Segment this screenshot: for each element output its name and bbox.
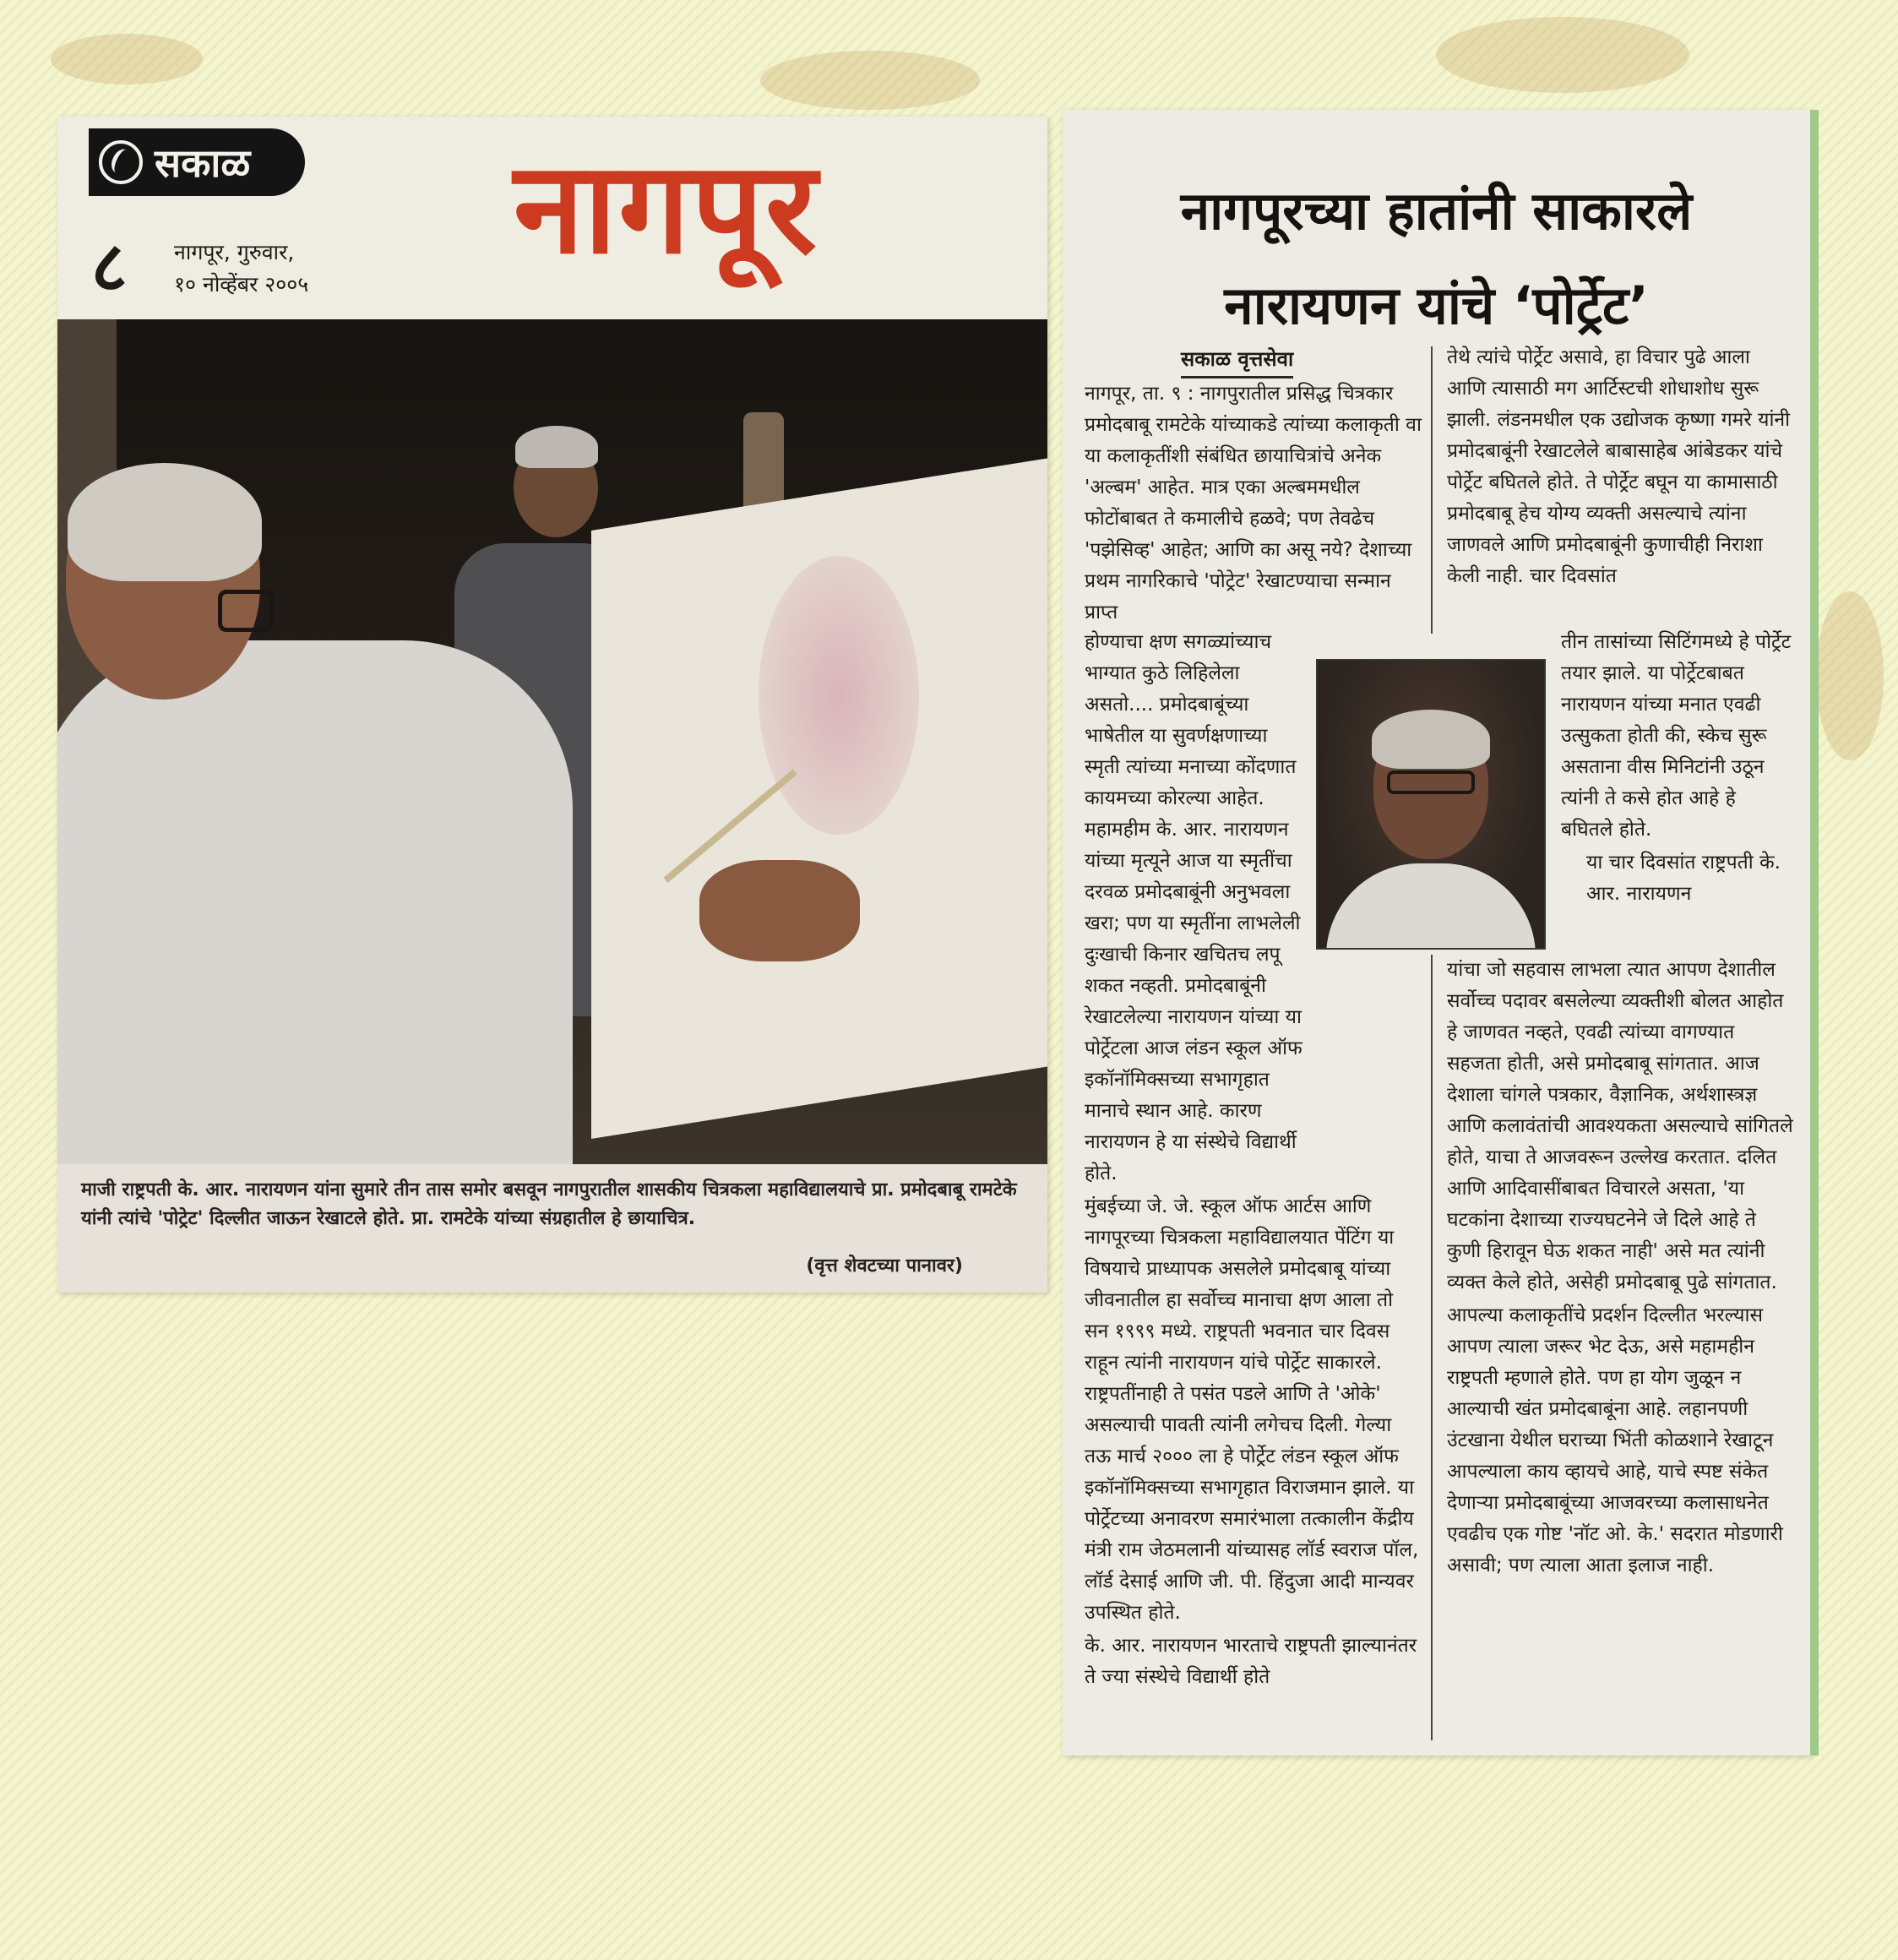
paragraph: तीन तासांच्या सिटिंगमध्ये हे पोर्ट्रेट तयार झाले. या पोर्ट्रेटबाबत नारायणन यांच्या मनात एवढी उत्सुकता होती की, स्केच सुरू असताना वीस मिनिटांनी उठून त्यांनी ते कसे होत आहे हे बघितले होते. xyxy=(1561,631,1792,841)
sakal-logo xyxy=(89,128,305,196)
article-column-2-top xyxy=(1447,342,1793,594)
left-clipping xyxy=(57,117,1047,1293)
paragraph: आपल्या कलाकृतींचे प्रदर्शन दिल्लीत भरल्यास आपण त्याला जरूर भेट देऊ, असे महामहीन राष्ट्रपती म्हणाले होते. पण हा योग जुळून न आल्याची खंत प्रमोदबाबूंना आहे. लहानपणी उंटखाना येथील घराच्या भिंती कोळशाने रेखाटून आपल्याला काय व्हायचे आहे, याचे स्पष्ट संकेत देणाऱ्या प्रमोदबाबूंच्या आजवरच्या कलासाधनेत एवढीच एक गोष्ट 'नॉट ओ. के.' सदरात मोडणारी असावी; पण त्याला आता इलाज नाही. xyxy=(1447,1304,1783,1576)
paragraph: नागपूर, ता. ९ : नागपुरातील प्रसिद्ध चित्रकार प्रमोदबाबू रामटेके यांच्याकडे त्यांच्या कलाकृती वा या कलाकृतींशी संबंधित छायाचित्रांचे अनेक 'अल्बम' आहेत. मात्र एका अल्बममधील फोटोंबाबत ते कमालीचे हळवे; पण तेवढेच 'पझेसिव्ह' आहेत; आणि का असू नये? देशाच्या प्रथम नागरिकाचे 'पोट्रेट' रेखाटण्याचा सन्मान प्राप्त xyxy=(1085,383,1422,623)
paragraph: तेथे त्यांचे पोर्ट्रेट असावे, हा विचार पुढे आला आणि त्यासाठी मग आर्टिस्टची शोधाशोध सुरू झाली. लंडनमधील एक उद्योजक कृष्णा गमरे यांनी प्रमोदबाबूंनी रेखाटलेले बाबासाहेब आंबेडकर यांचे पोर्ट्रेट बघितले होते. ते पोर्ट्रेट बघून या कामासाठी प्रमोदबाबू हेच योग्य व्यक्ती असल्याचे त्यांना जाणवले आणि प्रमोदबाबूंनी कुणाचीही निराशा केली नाही. चार दिवसांत xyxy=(1447,346,1791,587)
paragraph: होण्याचा क्षण सगळ्यांच्याच भाग्यात कुठे लिहिलेला असतो.... प्रमोदबाबूंच्या भाषेतील या सुवर्णक्षणाच्या स्मृती त्यांच्या मनाच्या कोंदणात कायमच्या कोरल्या आहेत. महामहीम के. आर. नारायणन यांच्या मृत्यूने आज या स्मृतींचा दरवळ प्रमोदबाबूंनी अनुभवला खरा; पण या स्मृतींना लाभलेली दुःखाची किनार खचितच लपू शकत नव्हती. प्रमोदबाबूंनी रेखाटलेल्या नारायणन यांच्या या पोर्ट्रेटला आज लंडन स्कूल ऑफ इकॉनॉमिक्सच्या सभागृहात मानाचे स्थान आहे. कारण नारायणन हे या संस्थेचे विद्यार्थी होते. xyxy=(1085,631,1302,1184)
artist-hair xyxy=(68,463,262,581)
narayanan-portrait-photo xyxy=(1316,659,1546,950)
paragraph: मुंबईच्या जे. जे. स्कूल ऑफ आर्टस आणि नागपूरच्या चित्रकला महाविद्यालयात पेंटिंग या विषयाचे प्राध्यापक असलेले प्रमोदबाबू यांच्या जीवनातील हा सर्वोच्च मानाचा क्षण आला तो सन १९९९ मध्ये. राष्ट्रपती भवनात चार दिवस राहून त्यांनी नारायणन यांचे पोर्ट्रेट साकारले. राष्ट्रपतींनाही ते पसंत पडले आणि ते 'ओके' असल्याची पावती त्यांनी लगेचच दिली. गेल्या तऊ मार्च २००० ला हे पोर्ट्रेट लंडन स्कूल ऑफ इकॉनॉमिक्सच्या सभागृहात विराजमान झाले. या पोर्ट्रेटच्या अनावरण समारंभाला तत्कालीन केंद्रीय मंत्री राम जेठमलानी यांच्यासह लॉर्ड स्वराज पॉल, लॉर्ड देसाई आणि जी. पी. हिंदुजा आदी मान्यवर उपस्थित होते. xyxy=(1085,1195,1419,1624)
sakal-emblem-icon xyxy=(99,140,143,184)
column-rule xyxy=(1431,346,1433,634)
byline: सकाळ वृत्तसेवा xyxy=(1181,345,1293,378)
page-number: ८ xyxy=(91,227,128,308)
date-line xyxy=(174,237,308,301)
portrait-sketch xyxy=(759,556,919,835)
clipping-edge xyxy=(1810,110,1819,1756)
paper-stain xyxy=(1436,17,1689,93)
logo-text: सकाळ xyxy=(155,140,251,186)
portrait-glasses xyxy=(1387,770,1475,794)
paragraph: के. आर. नारायणन भारताचे राष्ट्रपती झाल्यानंतर ते ज्या संस्थेचे विद्यार्थी होते xyxy=(1085,1635,1417,1688)
headline xyxy=(1063,164,1810,353)
paragraph: या चार दिवसांत राष्ट्रपती के. आर. नारायणन xyxy=(1586,852,1781,905)
edition-title: नागपूर xyxy=(514,135,819,282)
caption-text: माजी राष्ट्रपती के. आर. नारायणन यांना सुमारे तीन तास समोर बसवून नागपुरातील शासकीय चित्रकला महाविद्यालयाचे प्रा. प्रमोदबाबू रामटेके यांनी त्यांचे 'पोट्रेट' दिल्लीत जाऊन रेखाटले होते. प्रा. रामटेके यांच्या संग्रहातील हे छायाचित्र. xyxy=(81,1179,1017,1229)
caption-continuation: (वृत्त शेवटच्या पानावर) xyxy=(806,1255,963,1277)
sitter-hair xyxy=(515,426,598,468)
masthead xyxy=(57,117,1047,319)
main-photo xyxy=(57,319,1047,1164)
article-column-2-middle xyxy=(1561,627,1793,912)
easel-post xyxy=(743,412,784,514)
date-line-1: नागपूर, गुरुवार, xyxy=(174,240,295,264)
artist-figure xyxy=(57,640,573,1164)
article-column-1-top xyxy=(1085,378,1422,630)
paper-stain xyxy=(51,34,203,84)
headline-line-2: नारायणन यांचे ‘पोर्ट्रेट’ xyxy=(1224,275,1649,336)
paragraph: यांचा जो सहवास लाभला त्यात आपण देशातील सर्वोच्च पदावर बसलेल्या व्यक्तीशी बोलत आहोत हे जाणवत नव्हते, एवढी त्यांच्या वागण्यात सहजता होती, असे प्रमोदबाबू सांगतात. आज देशाला चांगले पत्रकार, वैज्ञानिक, अर्थशास्त्रज्ञ आणि कलावंतांची आवश्यकता असल्याचे सांगितले होते, याचा ते आजवरून उल्लेख करतात. दलित आणि आदिवासींबाबत विचारले असता, 'या घटकांना देशाच्या राज्यघटनेने जे दिले आहे ते कुणी हिरावून घेऊ शकत नाही' असे मत त्यांनी व्यक्त केले होते, असेही प्रमोदबाबू पुढे सांगतात. xyxy=(1447,959,1793,1293)
headline-line-1: नागपूरच्या हातांनी साकारले xyxy=(1180,180,1693,242)
date-line-2: १० नोव्हेंबर २००५ xyxy=(174,272,309,297)
portrait-coat xyxy=(1326,863,1536,950)
photo-caption xyxy=(57,1164,1047,1293)
right-clipping xyxy=(1063,110,1810,1756)
paper-stain xyxy=(760,51,980,110)
paper-stain xyxy=(1816,591,1884,760)
artist-glasses xyxy=(218,590,274,632)
article-column-2-bottom xyxy=(1447,955,1793,1583)
portrait-hair xyxy=(1372,710,1490,769)
artist-hand xyxy=(699,860,860,961)
